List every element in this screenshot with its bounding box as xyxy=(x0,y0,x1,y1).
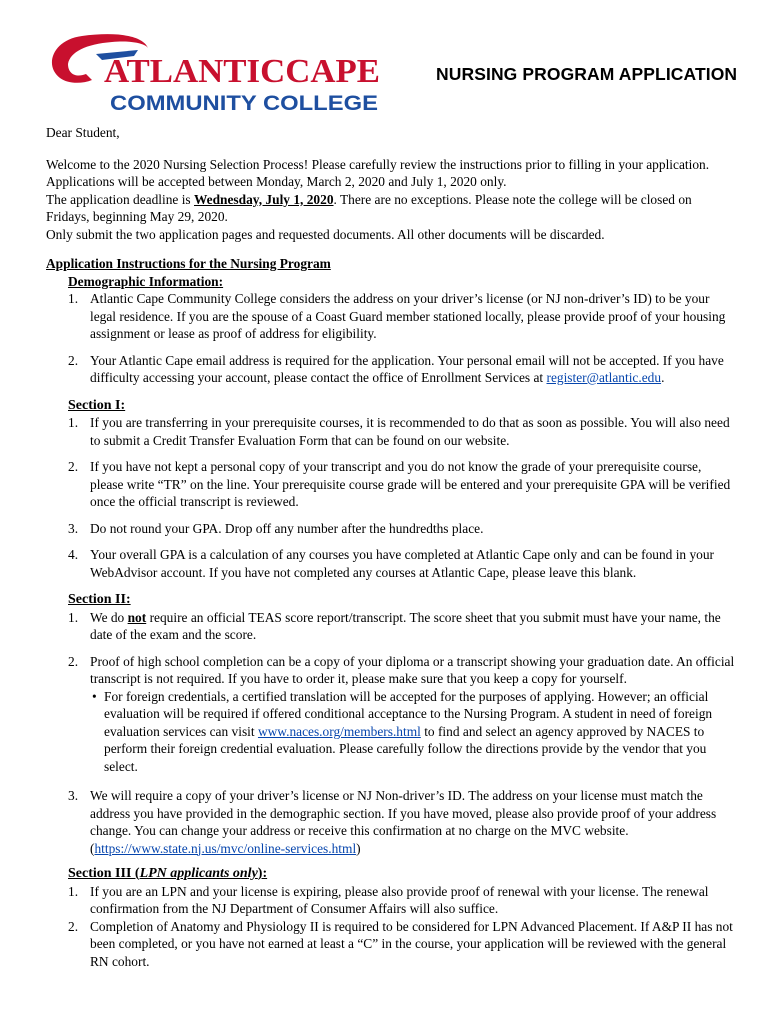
greeting: Dear Student, xyxy=(46,125,120,140)
emphasis-not: not xyxy=(127,609,147,625)
demographic-list xyxy=(46,290,736,387)
enrollment-email-link[interactable]: register@atlantic.edu xyxy=(546,370,662,385)
section-1-title: Section I: xyxy=(68,397,126,413)
atlantic-cape-logo xyxy=(42,26,382,116)
section-2-title: Section II: xyxy=(68,592,131,607)
naces-link[interactable]: www.naces.org/members.html xyxy=(257,723,421,739)
bullet-item: • For foreign credentials, a certified translation will be accepted for the purposes of applying. However; an official evaluation will be required if offered conditional acceptance to the Nursing Program. A student in need of foreign evaluation services can visit www.naces.org/members.html to find and select an agency approved by NACES to perform their foreign credential evaluation. Please carefully follow the directions provide by the vendor that you select. xyxy=(92,688,713,774)
section-3-list xyxy=(46,883,736,971)
bullet-icon: • xyxy=(92,688,97,704)
list-item: 1. If you are an LPN and your license is expiring, please also provide proof of renewal with your license. The renewal confirmation from the NJ Department of Consumer Affairs will also suffice. xyxy=(68,883,709,916)
section-3-title: Section III (LPN applicants only): xyxy=(68,866,268,881)
section-1-list xyxy=(46,414,736,581)
intro-paragraph-1: Welcome to the 2020 Nursing Selection Process! Please carefully review the instructions prior to filling in your application. Applications will be accepted between Monday, March 2, 2020 and July 1, 2020 only. xyxy=(46,156,710,189)
list-item: 2. Proof of high school completion can be a copy of your diploma or a transcript showing your graduation date. An official transcript is not required. If you have to order it, please make sure that you keep a copy for yourself. • For foreign credentials, a certified translation will be accepted for the purposes of applying. However; an official evaluation will be required if offered conditional acceptance to the Nursing Program. A student in need of foreign evaluation services can visit www.naces.org/members.html to find and select an agency approved by NACES to perform their foreign credential evaluation. Please carefully follow the directions provide by the vendor that you select. xyxy=(68,653,735,774)
section-2-list xyxy=(46,609,736,858)
intro-paragraph-2: The application deadline is Wednesday, July 1, 2020. There are no exceptions. Please note the college will be closed on Fridays, beginning May 29, 2020. xyxy=(46,191,692,224)
foreign-credentials-bullets xyxy=(90,688,736,776)
instructions-title: Application Instructions for the Nursing Program xyxy=(46,256,331,271)
list-item: 1. Atlantic Cape Community College considers the address on your driver’s license (or NJ non-driver’s ID) to be your legal residence. If you are the spouse of a Coast Guard member stationed locally, please provide proof of your housing assignment or lease as proof of address for eligibility. xyxy=(68,291,726,341)
document-body xyxy=(46,124,736,970)
list-item: 3. We will require a copy of your driver’s license or NJ Non-driver’s ID. The address on your license must match the address you have provided in the demographic section. If you have moved, please also provide proof of your address change. You can change your address or receive this confirmation at no charge on the MVC website. (https://www.state.nj.us/mvc/online-services.html) xyxy=(68,788,717,856)
logo-line2: COMMUNITY COLLEGE xyxy=(110,92,378,115)
list-item: 1. We do not require an official TEAS score report/transcript. The score sheet that you submit must have your name, the date of the exam and the score. xyxy=(68,609,721,642)
page-title: NURSING PROGRAM APPLICATION xyxy=(436,64,738,84)
demographic-title: Demographic Information: xyxy=(68,273,224,289)
list-item: 4. Your overall GPA is a calculation of any courses you have completed at Atlantic Cape only and can be found in your WebAdvisor account. If you have not completed any courses at Atlantic Cape, please leave this blank. xyxy=(68,547,715,580)
list-item: 2. If you have not kept a personal copy of your transcript and you do not know the grade of your prerequisite course, please write “TR” on the line. Your prerequisite course grade will be entered and your prerequisite GPA will be verified once the official transcript is reviewed. xyxy=(68,459,731,509)
list-item: 1. If you are transferring in your prerequisite courses, it is recommended to do that as soon as possible. You will also need to submit a Credit Transfer Evaluation Form that can be found on our website. xyxy=(68,415,730,448)
logo-line1: ATLANTICCAPE xyxy=(104,53,380,90)
mvc-link[interactable]: https://www.state.nj.us/mvc/online-services.html xyxy=(94,840,357,856)
list-item: 2. Completion of Anatomy and Physiology II is required to be considered for LPN Advanced Placement. If A&P II has not been completed, or you have not earned at least a “C” in the course, your application will be reviewed with the general RN cohort. xyxy=(68,918,733,969)
list-item: 2. Your Atlantic Cape email address is required for the application. Your personal email will not be accepted. If you have difficulty accessing your account, please contact the office of Enrollment Services at register@atlantic.edu. xyxy=(68,352,724,385)
list-item: 3. Do not round your GPA. Drop off any number after the hundredths place. xyxy=(68,520,484,536)
deadline-date: Wednesday, July 1, 2020 xyxy=(194,191,334,207)
intro-paragraph-3: Only submit the two application pages and requested documents. All other documents will be discarded. xyxy=(46,226,605,242)
